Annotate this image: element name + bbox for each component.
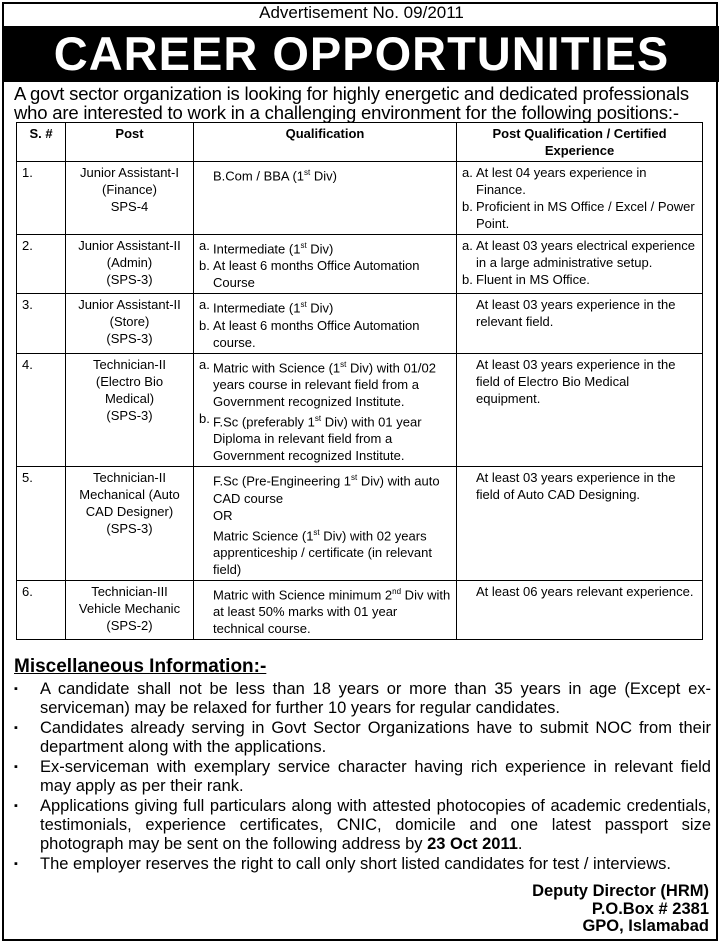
post-cell bbox=[66, 580, 194, 639]
post-line: Vehicle Mechanic bbox=[78, 600, 181, 616]
experience-cell bbox=[457, 353, 703, 467]
table-row bbox=[17, 235, 703, 294]
qualification-cell bbox=[194, 467, 457, 581]
advertisement-number: Advertisement No. 09/2011 bbox=[259, 3, 464, 22]
list-item bbox=[462, 469, 697, 503]
post-line: (SPS-2) bbox=[106, 617, 153, 633]
list-item bbox=[462, 583, 697, 600]
item-marker: a. bbox=[462, 165, 473, 180]
post-cell bbox=[66, 294, 194, 353]
misc-title: Miscellaneous Information:- bbox=[14, 656, 267, 677]
table-row bbox=[17, 467, 703, 581]
bullet-icon: ▪ bbox=[14, 800, 18, 812]
item-text: F.Sc (Pre-Engineering 1st Div) with auto CAD course bbox=[213, 473, 440, 506]
qualification-cell bbox=[194, 235, 457, 294]
post-line: CAD Designer) bbox=[85, 504, 174, 520]
post-line: Medical) bbox=[104, 390, 155, 406]
list-item bbox=[199, 237, 451, 257]
experience-cell bbox=[457, 580, 703, 639]
misc-item bbox=[14, 797, 711, 854]
post-line: SPS-4 bbox=[110, 199, 149, 214]
table-header-row bbox=[17, 123, 703, 162]
item-marker bbox=[199, 469, 213, 506]
signature-line: Deputy Director (HRM) bbox=[532, 882, 709, 900]
item-text: At lest 04 years experience in Finance. bbox=[476, 165, 647, 197]
signature-line: GPO, Islamabad bbox=[582, 917, 709, 935]
header-post: Post bbox=[66, 123, 194, 162]
list-item bbox=[199, 296, 451, 316]
misc-item bbox=[14, 758, 711, 796]
post-cell bbox=[66, 162, 194, 235]
misc-item bbox=[14, 719, 711, 757]
misc-item-text: The employer reserves the right to call only short listed candidates for test / interviews. bbox=[40, 855, 671, 873]
bullet-icon: ▪ bbox=[14, 858, 18, 870]
item-text: OR bbox=[213, 507, 233, 523]
item-marker bbox=[199, 164, 213, 184]
list-item bbox=[462, 356, 697, 407]
list-item bbox=[199, 356, 451, 410]
bullet-icon: ▪ bbox=[14, 683, 18, 695]
table-row bbox=[17, 580, 703, 639]
item-marker: b. bbox=[462, 272, 473, 287]
item-marker bbox=[199, 583, 213, 637]
item-text: Matric with Science (1st Div) with 01/02 years course in relevant field from a Government recognized Institute. bbox=[213, 359, 436, 409]
table-row bbox=[17, 353, 703, 467]
item-marker: a. bbox=[462, 238, 473, 253]
misc-item-text: A candidate shall not be less than 18 years or more than 35 years in age (Except ex-serviceman) may be relaxed for further 10 years for regular candidates. bbox=[40, 680, 711, 717]
post-line: (SPS-3) bbox=[106, 407, 153, 423]
bullet-icon: ▪ bbox=[14, 722, 18, 734]
misc-item-text: Ex-serviceman with exemplary service character having rich experience in relevant field may apply as per their rank. bbox=[40, 758, 711, 795]
post-line: Junior Assistant-II bbox=[78, 297, 181, 313]
serial-cell: 4. bbox=[17, 353, 66, 467]
bullet-icon: ▪ bbox=[14, 761, 18, 773]
item-marker: b. bbox=[199, 317, 210, 333]
qualification-cell bbox=[194, 294, 457, 353]
qualification-cell bbox=[194, 353, 457, 467]
item-text: At least 03 years experience in the field of Auto CAD Designing. bbox=[476, 470, 676, 503]
item-text: At least 03 years electrical experience in a large administrative setup. bbox=[476, 238, 695, 270]
table-row bbox=[17, 294, 703, 353]
item-text: At least 6 months Office Automation course. bbox=[213, 317, 420, 350]
header-serial: S. # bbox=[17, 123, 66, 162]
experience-cell bbox=[457, 467, 703, 581]
post-line: (Store) bbox=[109, 314, 150, 330]
intro-paragraph: A govt sector organization is looking for highly energetic and dedicated professionals who are interested to work in a challenging environment for the following positions:- bbox=[14, 83, 689, 123]
experience-cell bbox=[457, 162, 703, 235]
serial-cell: 3. bbox=[17, 294, 66, 353]
post-line: (SPS-3) bbox=[106, 521, 153, 537]
list-item bbox=[462, 198, 697, 232]
item-text: Matric with Science minimum 2nd Div with at least 50% marks with 01 year technical course. bbox=[213, 586, 451, 637]
item-text: Fluent in MS Office. bbox=[476, 272, 590, 287]
item-text: Intermediate (1st Div) bbox=[213, 300, 334, 316]
list-item bbox=[199, 317, 451, 351]
serial-cell: 2. bbox=[17, 235, 66, 294]
table-row bbox=[17, 162, 703, 235]
item-marker bbox=[462, 469, 476, 503]
list-item bbox=[199, 410, 451, 464]
post-line: (Admin) bbox=[106, 255, 153, 270]
item-marker bbox=[462, 296, 476, 330]
item-text: At least 03 years experience in the relevant field. bbox=[476, 297, 676, 330]
item-marker: b. bbox=[199, 410, 210, 426]
item-marker: a. bbox=[199, 238, 210, 253]
list-item bbox=[199, 469, 451, 506]
post-line: (SPS-3) bbox=[106, 331, 153, 347]
positions-table bbox=[16, 122, 703, 640]
header-qualification: Qualification bbox=[194, 123, 457, 162]
item-text: At least 06 years relevant experience. bbox=[476, 583, 694, 599]
post-line: Mechanical (Auto bbox=[79, 487, 180, 503]
item-text: At least 03 years experience in the field of Electro Bio Medical equipment. bbox=[476, 356, 676, 406]
item-marker: a. bbox=[199, 356, 210, 372]
item-marker: b. bbox=[199, 258, 210, 274]
post-line: (SPS-3) bbox=[106, 272, 153, 287]
item-text: Intermediate (1st Div) bbox=[213, 241, 334, 257]
signature-line: P.O.Box # 2381 bbox=[591, 899, 709, 918]
item-marker bbox=[462, 356, 476, 407]
post-line: (Electro Bio bbox=[95, 373, 164, 389]
item-text: Proficient in MS Office / Excel / Power Point. bbox=[476, 199, 695, 231]
item-marker bbox=[199, 524, 213, 578]
post-line: Technician-II bbox=[93, 356, 166, 372]
misc-item-text: Candidates already serving in Govt Sector Organizations have to submit NOC from their department along with the applications. bbox=[40, 719, 711, 756]
item-marker bbox=[199, 507, 213, 524]
serial-cell: 6. bbox=[17, 580, 66, 639]
list-item bbox=[462, 271, 697, 288]
misc-item bbox=[14, 680, 711, 718]
item-text: F.Sc (preferably 1st Div) with 01 year Diploma in relevant field from a Government recognized Institute. bbox=[213, 413, 422, 464]
item-text: B.Com / BBA (1st Div) bbox=[213, 168, 337, 184]
experience-cell bbox=[457, 235, 703, 294]
post-line: (Finance) bbox=[102, 182, 157, 197]
item-marker: b. bbox=[462, 199, 473, 214]
post-cell bbox=[66, 235, 194, 294]
page-title-banner: CAREER OPPORTUNITIES bbox=[4, 26, 719, 82]
post-line: Junior Assistant-I bbox=[80, 165, 179, 180]
serial-cell: 1. bbox=[17, 162, 66, 235]
list-item bbox=[462, 296, 697, 330]
misc-item bbox=[14, 855, 711, 874]
list-item bbox=[462, 237, 697, 271]
qualification-cell bbox=[194, 580, 457, 639]
post-line: Technician-II bbox=[93, 470, 166, 486]
list-item bbox=[199, 524, 451, 578]
post-line: Technician-III bbox=[91, 583, 168, 599]
list-item bbox=[199, 507, 451, 524]
list-item bbox=[199, 164, 451, 184]
header-experience: Post Qualification / Certified Experience bbox=[457, 123, 703, 162]
signature-block bbox=[532, 883, 709, 936]
qualification-cell bbox=[194, 162, 457, 235]
item-text: At least 6 months Office Automation Course bbox=[213, 258, 420, 291]
list-item bbox=[199, 583, 451, 637]
list-item bbox=[462, 164, 697, 198]
post-cell bbox=[66, 353, 194, 467]
item-marker bbox=[462, 583, 476, 600]
list-item bbox=[199, 257, 451, 291]
experience-cell bbox=[457, 294, 703, 353]
post-line: Junior Assistant-II bbox=[78, 238, 181, 253]
misc-item-text: Applications giving full particulars along with attested photocopies of academic credentials, testimonials, experience certificates, CNIC, domicile and one latest passport size photograph may be sent on the following address by 23 Oct 2011. bbox=[40, 797, 711, 853]
item-marker: a. bbox=[199, 297, 210, 313]
item-text: Matric Science (1st Div) with 02 years apprenticeship / certificate (in relevant field) bbox=[213, 527, 432, 577]
post-cell bbox=[66, 467, 194, 581]
misc-list bbox=[14, 680, 711, 875]
serial-cell: 5. bbox=[17, 467, 66, 581]
